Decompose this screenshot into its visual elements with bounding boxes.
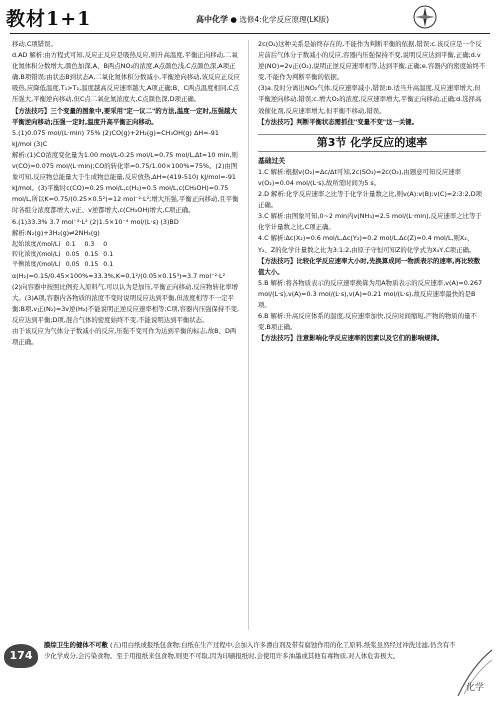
answer-3: 3.C 解析:由图象可知,0~2 min内v(NH₃)=2.5 mol/(L·min),反应速率之比等于化学计量数之比,C项正确。 xyxy=(258,212,482,232)
answer-1: 1.C 解析:根据v(O₂)=Δc/Δt可知,2c(SO₃)=2c(O₂),由题意可知反应速率v(O₂)=0.04 mol/(L·s),故所需时间为5 s。 xyxy=(258,167,462,187)
answer-4: 4.C 解析:Δc(X₂)=0.6 mol/L,Δc(Y₂)=0.2 mol/L,Δc(Z)=0.4 mol/L,则X₂、Y₂、Z的化学计量数之比为3:1:2,由原子守恒可知Z的化学式为X₃Y,C项正确。 xyxy=(258,234,476,254)
answer-6: 6.B 解析:升高反应体系的温度,反应速率加快,反应时间缩短,产物的物质的量不变,B项正确。 xyxy=(258,312,477,332)
health-tip xyxy=(44,640,456,662)
compass-icon xyxy=(412,4,438,30)
tip-label: 膜综卫生的健体不可敷 xyxy=(44,641,108,649)
series-name: 高中化学 xyxy=(196,15,228,24)
corner-label: 化学 xyxy=(466,683,485,693)
paragraph: 由于该反应为气体分子数减小的反应,压强不变可作为达到平衡的标志,故B、D两项正确。 xyxy=(12,327,237,347)
paragraph: (3)a.及时分离出NO₂气体,反应速率减小,错误;b.适当升高温度,反应速率增大,但平衡逆向移动,错误;c.增大O₂的浓度,反应速率增大,平衡正向移动,正确;d.选择高效催化剂,反应速率增大,但平衡不移动,错误。 xyxy=(258,84,482,115)
paragraph: d.AD 解析:由方程式可知,反应正反应是吸热反应,则升高温度,平衡正向移动,二氧化氮体积分数增大,颜色加深,A、B两点NO₂的浓度,A点颜色浅,C点颜色深,A项正确,B项错误;由状态B到状态A,二氧化氮体积分数减小,平衡逆向移动,该反应正反应吸热,应降低温度,T₁>T₂,温度越高反应速率越大,A项正确;B、C两点温度相同,C点压强大,平衡逆向移动,但C点二氧化氮浓度大,C点颜色深,D项正确。 xyxy=(12,51,240,104)
equilibrium-table xyxy=(12,240,118,270)
method-tip: 【方法技巧】注意影响化学反应速率的因素以及它们的影响规律。 xyxy=(258,334,444,343)
bullet-icon: ● xyxy=(230,15,237,24)
corner-decoration-icon xyxy=(452,646,494,698)
right-column xyxy=(258,39,486,634)
paragraph: α(H₂)=0.15/0.45×100%≈33.3%,K=0.1²/(0.05×0.15³)≈3.7 mol⁻²·L² xyxy=(12,271,226,280)
paragraph: 2c(O₂)这种关系是始终存在的,不能作为判断平衡的依据,错误;c.该反应是一个反应前后气体分子数减小的反应,容器内压强保持不变,说明反应达到平衡,正确;d.v逆(NO)=2v正(O₂),说明正逆反应速率相等,达到平衡,正确;e.容器内的密度始终不变,不能作为判断平衡的依据。 xyxy=(258,40,486,82)
column-divider xyxy=(248,40,249,630)
paragraph: (2)向容器中按照比例充入原料气,可以认为是加压,平衡正向移动,反应物转化率增大。(3)A项,容器内各物质的浓度不变时说明反应达到平衡,但浓度相等不一定平衡;B项,v正(N₂)=3v逆(H₂)不能说明正逆反应速率相等;C项,容器内压强保持不变,反应达到平衡;D项,混合气体的密度始终不变,不能说明达到平衡状态。 xyxy=(12,282,240,325)
table-row: 平衡浓度/(mol/L) 0.05 0.15 0.1 xyxy=(12,260,114,268)
left-column xyxy=(12,39,240,634)
answer-2: 2.D 解析:化学反应速率之比等于化学计量数之比,则v(A):v(B):v(C)=2:3:2,D项正确。 xyxy=(258,190,483,210)
page-footer xyxy=(0,638,500,702)
paragraph: 解析:N₂(g)+3H₂(g)⇌2NH₃(g) xyxy=(12,228,100,237)
method-tip: 【方法技巧】三个变量的图象中,要采用"定一议二"的方法,温度一定时,压强越大平衡逆向移动;压强一定时,温度升高平衡正向移动。 xyxy=(12,106,237,126)
paragraph: 解析:(1)CO浓度变化量为1.00 mol/L-0.25 mol/L=0.75 mol/L,Δt=10 min,则v(CO)=0.075 mol/(L·min);CO的转化率=0.75/1.00×100%=75%。(2)由图象可知,反应物总能量大于生成物总能量,反应放热,ΔH=(419-510) kJ/mol=-91 kJ/mol。(3)平衡时c(CO)=0.25 mol/L,c(H₂)=0.5 mol/L,c(CH₃OH)=0.75 mol/L,所以K=0.75/(0.25×0.5²)=12 mol⁻²·L²;增大压强,平衡正向移动,且平衡时各组分浓度都增大,v正、v逆都增大,c(CH₃OH)增大,C项正确。 xyxy=(12,150,239,215)
book-name: 选修4:化学反应原理(LK版) xyxy=(239,15,330,24)
method-tip: 【方法技巧】判断平衡状态需抓住"变量不变"这一关键。 xyxy=(258,117,419,126)
method-tip: 【方法技巧】比较化学反应速率大小时,先换算成同一物质表示的速率,再比较数值大小。 xyxy=(258,256,481,276)
page-header xyxy=(0,0,500,34)
book-logo: 教材1+1 xyxy=(6,8,92,30)
header-book-title xyxy=(196,14,329,25)
tip-text: (五)用白纸或报纸包食物;白纸在生产过程中,会加入许多漂白剂及带有腐蚀作用的化工原料,纸浆虽然经过冲洗过滤,仍含有不少化学成分,会污染食物。至于用报纸来包食物,则更不可取,因为印刷报纸时,会使用许多油墨或其他有毒物质,对人体危害极大。 xyxy=(44,641,456,660)
paragraph: 移动,C项错误。 xyxy=(12,40,57,48)
section-subtitle: 基础过关 xyxy=(258,156,286,165)
answer-5: 5.B 解析:将各物质表示的反应速率换算为用A物质表示的反应速率,v(A)=0.267 mol/(L·s),v(A)=0.3 mol/(L·s),v(A)=0.21 mol/(L·s),故反应速率最快的是B项。 xyxy=(258,278,483,309)
header-rule xyxy=(10,33,490,34)
page-number: 174 xyxy=(4,644,38,668)
table-row: 转化浓度/(mol/L) 0.05 0.15 0.1 xyxy=(12,250,114,258)
table-row: 起始浓度/(mol/L) 0.1 0.3 0 xyxy=(12,240,108,248)
answer-5: 5.(1)0.075 mol/(L·min) 75% (2)CO(g)+2H₂(g)=CH₃OH(g) ΔH=-91 kJ/mol (3)C xyxy=(12,128,219,148)
section-title: 第3节 化学反应的速率 xyxy=(258,134,486,152)
answer-6: 6.(1)33.3% 3.7 mol⁻²·L² (2)1.5×10⁻⁴ mol/(L·s) (3)BD xyxy=(12,217,179,226)
